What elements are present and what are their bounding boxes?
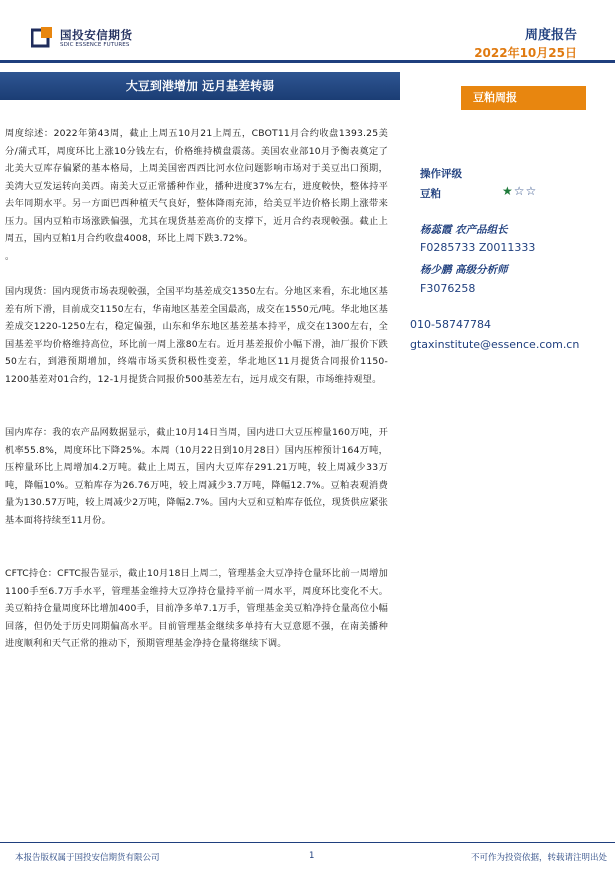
analyst-2: 杨少鹏 高级分析师	[420, 264, 508, 276]
rating-item: 豆粕	[420, 188, 441, 200]
contact-email[interactable]: gtaxinstitute@essence.com.cn	[410, 338, 580, 351]
paragraph-summary: 周度综述：2022年第43周，截止上周五10月21上周五，CBOT11月合约收盘1393.25美分/蒲式耳，周度环比上涨10分钱左右，价格维持横盘震荡。美国农业部10月予衡表奠定了北美大豆库存偏紧的基本格局，上周美国密西西比河水位问题影响市场对于美豆出口预期，美湾大豆发运转向美西。南美大豆正常播种作业，播种进度37%左右，进度較快，整体持平去年同期水平。另一方面巴西种植天气良好，整体降雨充沛，给美豆半边价格长期上涨带来压力。国内豆粕市场涨跌偏强，尤其在现货基差高价的支撑下，近月合约表现較强。截止上周五，国内豆粕1月合约收盘4008，环比上周下跌3.72%。	[5, 128, 388, 244]
footer-copyright: 本报告版权属于国投安信期货有限公司	[15, 853, 160, 863]
contact-phone: 010-58747784	[410, 318, 491, 331]
spacer	[5, 547, 388, 565]
company-logo	[31, 25, 143, 53]
logo-mark-icon	[31, 26, 53, 48]
spacer	[5, 388, 388, 406]
footer-disclaimer: 不可作为投资依据，转载请注明出处	[470, 853, 607, 863]
page-number: 1	[309, 851, 315, 861]
analyst-1-ids: F0285733 Z0011333	[420, 241, 536, 254]
spacer	[5, 265, 388, 283]
footer-divider	[0, 842, 615, 843]
star-empty-icon: ☆☆	[513, 184, 538, 198]
paragraph-inventory: 国内库存：我的农产品网数据显示，截止10月14日当周，国内进口大豆压榨量160万吨，开机率55.8%，周度环比下降25%。本周（10月22日到10月28日）国内压榨预计164万吨，压榨量环比上周增加4.2万吨。截止上周五，国内大豆库存291.21万吨，较上周减少33万吨，降幅10%。豆粕库存为26.76万吨，较上周减少3.7万吨，降幅12.7%。豆粕表观消费量为130.57万吨，较上周减少2万吨，降幅2.7%。国内大豆和豆粕库存低位，现货供应紧张基本面将持续至11月份。	[5, 427, 388, 526]
paragraph-dot: 。	[5, 250, 15, 262]
rating-stars	[502, 184, 537, 198]
header-divider	[0, 60, 615, 63]
report-body	[5, 125, 388, 653]
report-title: 大豆到港增加 远月基差转弱	[125, 79, 275, 93]
spacer	[5, 406, 388, 424]
paragraph-cftc: CFTC持仓：CFTC报告显示，截止10月18日上周二，管理基金大豆净持仓量环比前一周增加1100手至6.7万手水平，管理基金维持大豆净持仓量持平前一周水平，周度环比变化不大。美豆粕持仓量周度环比增加400手，目前净多单7.1万手，管理基金美豆粕净持仓量高位小幅回落，但仍处于历史同期偏高水平。目前管理基金继续多单持有大豆意愿不强，在南美播种进度顺利和天气正常的推动下，预期管理基金净持仓量将继续下调。	[5, 568, 388, 649]
logo-text-cn: 国投安信期货	[60, 28, 133, 42]
report-date: 2022年10月25日	[474, 46, 577, 60]
star-filled-icon: ★	[502, 184, 514, 198]
report-type: 周度报告	[524, 28, 577, 43]
category-tag: 豆粕周报	[461, 86, 586, 110]
logo-text-en: SDIC ESSENCE FUTURES	[60, 42, 130, 48]
rating-label: 操作评级	[420, 168, 462, 180]
spacer	[5, 529, 388, 547]
analyst-1: 杨蕊霞 农产品组长	[420, 224, 508, 236]
analyst-2-ids: F3076258	[420, 282, 476, 295]
paragraph-spot: 国内现货：国内现货市场表现較强，全国平均基差成交1350左右。分地区来看，东北地区基差有所下滑，目前成交1150左右，华南地区基差全国最高，成交在1550元/吨。华北地区基差成交1220-1250左右，稳定偏强，山东和华东地区基差基本持平，成交在1300左右，全国基差平均价格维持高位，环比前一周上涨80左右。近月基差报价小幅下滑，油厂报价下跌50左右，到港预期增加，终端市场买货积极性变差，华北地区11月提货合同报价1150-1200基差对01合约，12-1月提货合同报价500基差左右，远月成交有限，市场维持观望。	[5, 286, 388, 385]
